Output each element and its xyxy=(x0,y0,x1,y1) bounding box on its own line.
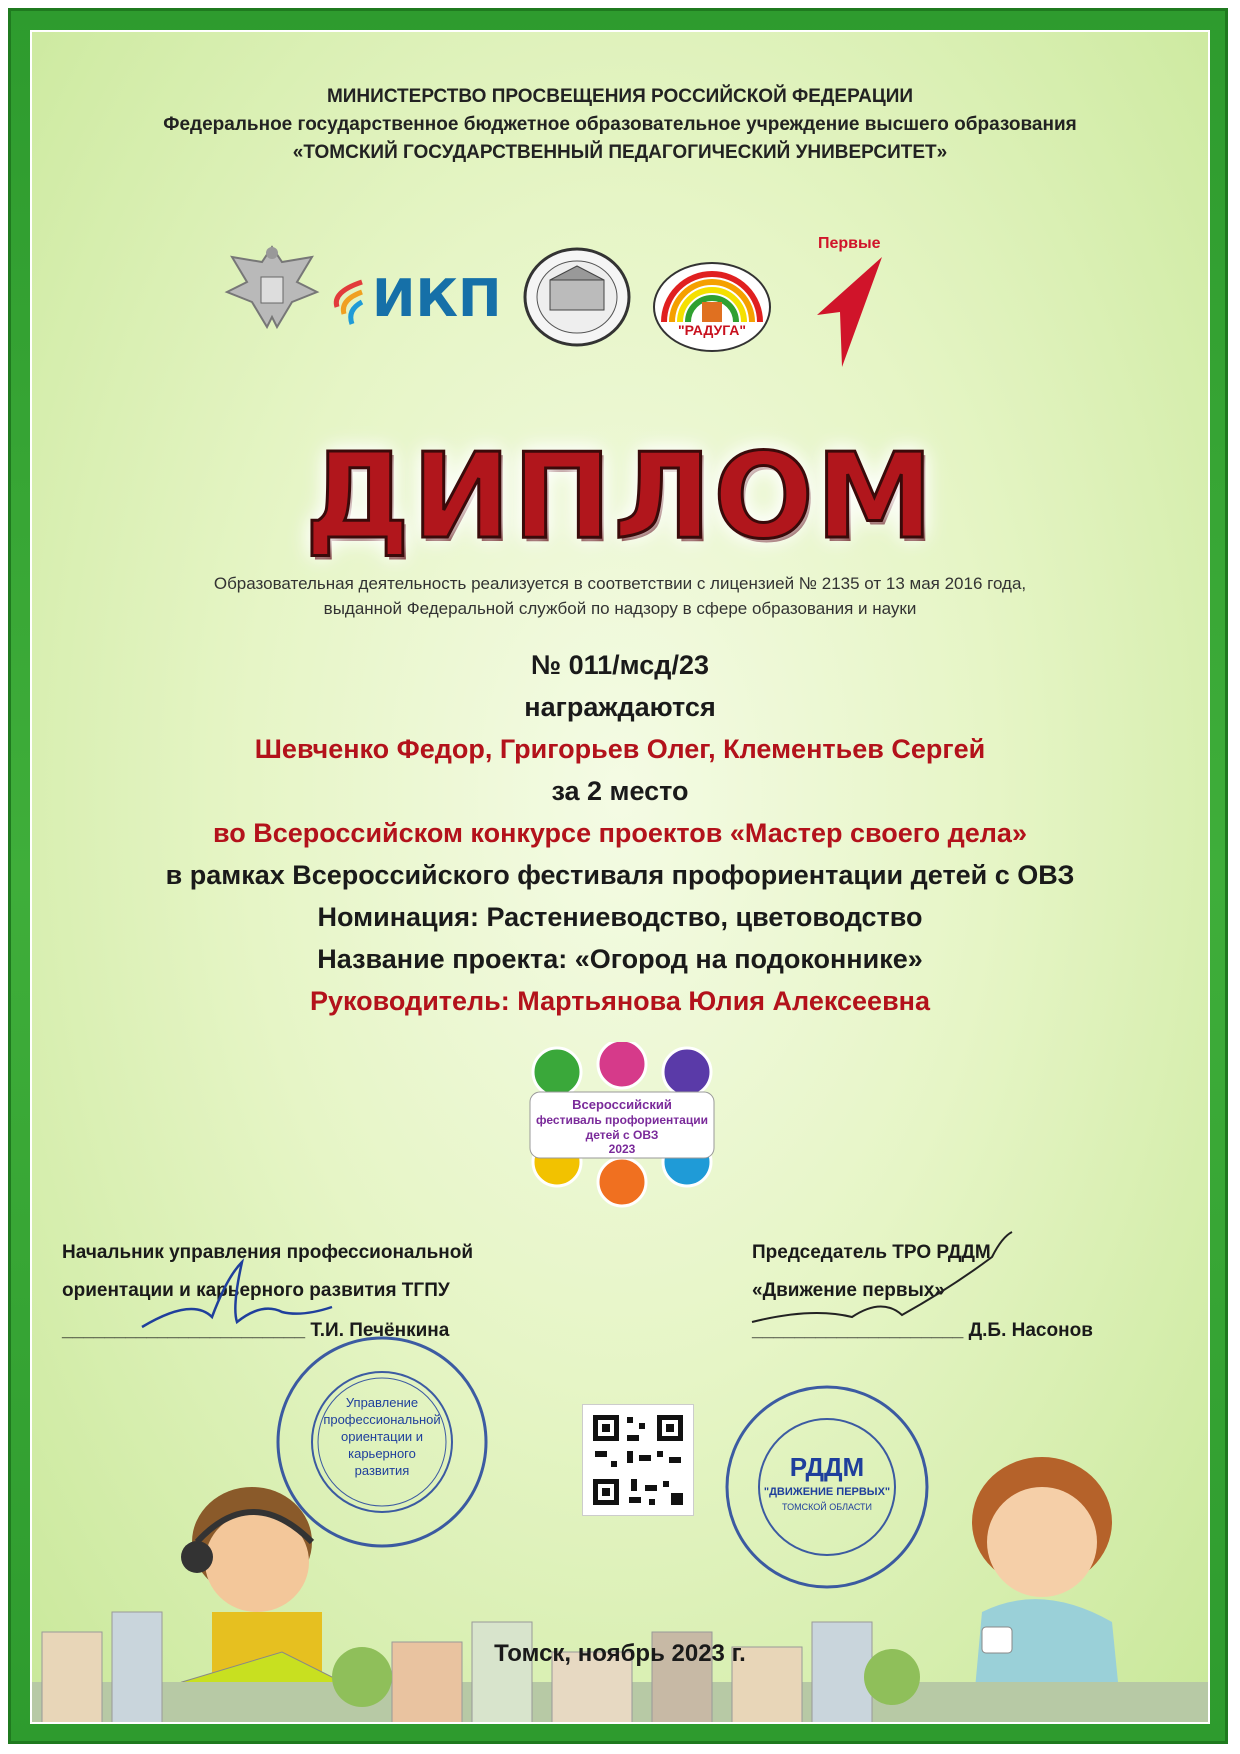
right-signer-title-1: Председатель ТРО РДДМ xyxy=(752,1242,991,1263)
institution-type-line: Федеральное государственное бюджетное образовательное учреждение высшего образования xyxy=(163,114,1077,135)
right-round-seal xyxy=(722,1382,932,1592)
festival-logo-line-2: фестиваль профориентации xyxy=(536,1113,708,1127)
ministry-line: МИНИСТЕРСТВО ПРОСВЕЩЕНИЯ РОССИЙСКОЙ ФЕДЕРАЦИИ xyxy=(326,86,914,107)
right-signer-title-2: «Движение первых» xyxy=(752,1280,945,1301)
contest-name: во Всероссийском конкурсе проектов «Мастер своего дела» xyxy=(213,818,1027,848)
left-seal-text-3: ориентации и xyxy=(340,1429,423,1444)
university-name-line: «ТОМСКИЙ ГОСУДАРСТВЕННЫЙ ПЕДАГОГИЧЕСКИЙ УНИВЕРСИТЕТ» xyxy=(292,142,948,163)
left-seal-text-5: развития xyxy=(354,1463,410,1478)
festival-logo-line-1: Всероссийский xyxy=(572,1097,672,1112)
festival-logo xyxy=(522,1042,722,1212)
festival-circles-icon xyxy=(522,1042,722,1212)
left-seal-text-4: карьерного xyxy=(348,1446,416,1461)
festival-text: в рамках Всероссийского фестиваля профориентации детей с ОВЗ xyxy=(165,860,1075,890)
pervye-label: Первые xyxy=(818,235,881,252)
right-handwritten-signature xyxy=(732,1227,1032,1337)
left-seal-text-1: Управление xyxy=(345,1395,419,1410)
festival-logo-line-3: детей с ОВЗ xyxy=(585,1128,659,1142)
university-emblem-icon xyxy=(522,242,632,352)
logos-row xyxy=(32,227,1208,387)
awardee-names: Шевченко Федор, Григорьев Олег, Клементьев Сергей xyxy=(254,734,986,764)
city-and-date: Томск, ноябрь 2023 г. xyxy=(494,1640,746,1667)
diploma-number: № 011/мсд/23 xyxy=(531,650,709,680)
ikp-logo xyxy=(322,267,502,337)
ikp-swirl-icon xyxy=(322,272,372,332)
right-seal-text-1: РДДМ xyxy=(789,1452,865,1482)
left-signer-title-2: ориентации и карьерного развития ТГПУ xyxy=(62,1280,450,1301)
left-signer-title-1: Начальник управления профессиональной xyxy=(62,1242,474,1263)
left-signer-line: _______________________ Т.И. Печёнкина xyxy=(62,1320,450,1341)
left-seal-text-2: профессиональной xyxy=(323,1412,441,1427)
supervisor-name: Руководитель: Мартьянова Юлия Алексеевна xyxy=(310,986,930,1016)
festival-logo-year: 2023 xyxy=(608,1142,636,1156)
right-signer-line: ____________________ Д.Б. Насонов xyxy=(752,1320,1093,1341)
ikp-logo-text: ИКП xyxy=(372,269,502,329)
diploma-sheet xyxy=(30,30,1210,1724)
nomination-text: Номинация: Растениеводство, цветоводство xyxy=(317,902,923,932)
qr-code[interactable] xyxy=(582,1404,694,1516)
right-seal-text-2: "ДВИЖЕНИЕ ПЕРВЫХ" xyxy=(763,1486,891,1498)
place-text: за 2 место xyxy=(551,776,689,806)
right-seal-text-3: ТОМСКОЙ ОБЛАСТИ xyxy=(782,1502,872,1512)
awarded-label: награждаются xyxy=(524,692,716,722)
raduga-logo xyxy=(652,252,772,352)
license-line-1: Образовательная деятельность реализуется в соответствии с лицензией № 2135 от 13 мая 2016 года, xyxy=(213,574,1027,593)
eagle-emblem-icon xyxy=(217,237,327,337)
pervye-logo xyxy=(812,227,902,377)
qr-code-icon xyxy=(583,1405,693,1515)
project-name: Название проекта: «Огород на подоконнике» xyxy=(317,944,923,974)
diploma-title: ДИПЛОМ xyxy=(304,427,936,565)
license-line-2: выданной Федеральной службой по надзору в сфере образования и науки xyxy=(323,599,917,618)
pervye-arrow-icon xyxy=(812,257,902,377)
raduga-label: "РАДУГА" xyxy=(677,322,747,338)
